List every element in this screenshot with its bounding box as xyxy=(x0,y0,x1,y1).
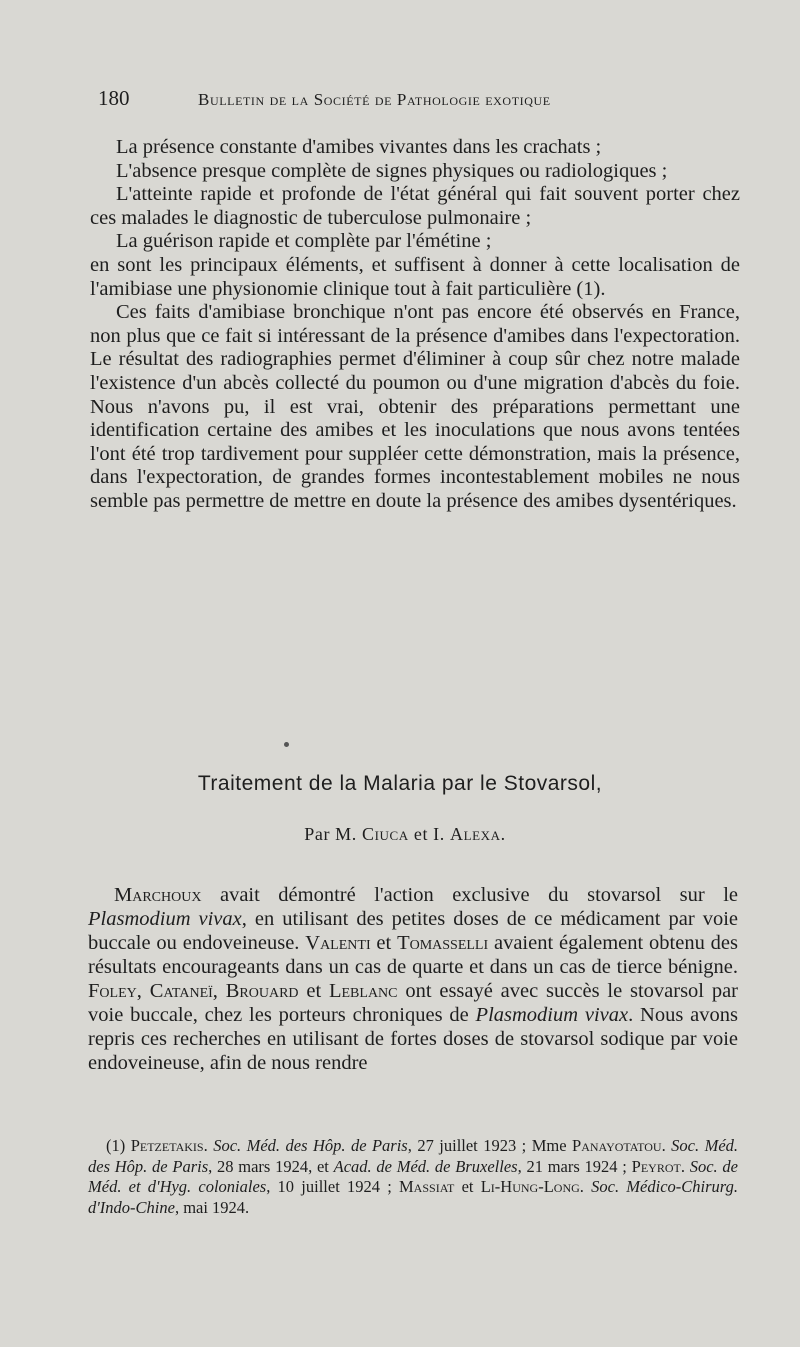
text-run: . Nous avons repris ces recherches en utilisant de fortes doses de stovarsol sodique par voie endoveineuse, afin de nous rendre xyxy=(88,1004,738,1074)
article-body xyxy=(88,883,738,1075)
journal-name: Soc. Médico-Chirurg. d'Indo-Chine xyxy=(88,1177,738,1217)
journal-name: Soc. Méd. des Hôp. de Paris xyxy=(88,1136,739,1176)
author-name: Massiat xyxy=(399,1177,455,1196)
body-text xyxy=(90,136,740,514)
journal-name: Soc. Méd. des Hôp. de Paris xyxy=(213,1136,408,1155)
byline-connector: et I. xyxy=(413,824,445,844)
footnotes xyxy=(88,1136,738,1218)
text-run: et xyxy=(298,980,329,1002)
author-name: Cataneï xyxy=(149,980,213,1002)
journal-name: Acad. de Méd. de Bruxelles xyxy=(333,1156,518,1176)
author-name: Foley xyxy=(88,980,137,1002)
text-run: , 27 juillet 1923 ; Mme xyxy=(407,1136,573,1155)
byline-prefix: Par M. xyxy=(304,824,357,844)
footnote-marker: (1) xyxy=(106,1136,126,1155)
article-paragraph xyxy=(88,883,738,1075)
author-name: Petzetakis xyxy=(130,1136,204,1155)
text-run: , mai 1924. xyxy=(174,1197,250,1217)
author-name: Peyrot xyxy=(631,1156,681,1176)
text-run: et xyxy=(370,932,398,954)
paragraph: en sont les principaux éléments, et suffisent à donner à cette localisation de l'amibiase une physionomie clinique tout à fait particulière (1). xyxy=(90,253,740,300)
footnote xyxy=(88,1136,738,1218)
author-name: Valenti xyxy=(305,932,371,954)
author-name: Tomasselli xyxy=(397,932,489,954)
page-header xyxy=(98,86,718,116)
text-run: . xyxy=(203,1136,214,1155)
text-run: , en utilisant des petites doses de ce médicament par voie buccale ou endoveineuse. xyxy=(88,908,738,954)
text-run: , 10 juillet 1924 ; xyxy=(266,1177,400,1196)
running-head: Bulletin de la Société de Pathologie exotique xyxy=(198,90,551,109)
author-name: Panayotatou xyxy=(572,1136,662,1155)
article-byline xyxy=(0,824,800,845)
separator-dot xyxy=(284,742,289,747)
paragraph: La présence constante d'amibes vivantes dans les crachats ; xyxy=(116,136,602,158)
author-name: Alexa. xyxy=(449,824,506,844)
text-run: , 21 mars 1924 ; xyxy=(517,1156,632,1176)
paragraph: L'absence presque complète de signes physiques ou radiologiques ; xyxy=(116,159,668,182)
text-run: . xyxy=(680,1156,690,1176)
paragraph: L'atteinte rapide et profonde de l'état général qui fait souvent porter chez ces malades le diagnostic de tuberculose pulmonaire ; xyxy=(90,183,740,229)
paragraph: Ces faits d'amibiase bronchique n'ont pas encore été observés en France, non plus que ce fait si intéressant de la présence d'amibes dans l'expectoration. Le résultat des radiographies permet d'éliminer à coup sûr chez notre malade l'existence d'un abcès collecté du poumon ou d'une migration d'abcès du foie. Nous n'avons pu, il est vrai, obtenir des préparations permettant une identification certaine des amibes et les inoculations que nous avons tentées l'ont été trop tardivement pour suppléer cette démonstration, mais la présence, dans l'expectoration, de grandes formes incontestablement mobiles ne nous semble pas permettre de mettre en doute la présence des amibes dysentériques. xyxy=(90,301,740,512)
species-name: Plasmodium vivax xyxy=(475,1004,629,1026)
text-run: ont essayé avec succès le stovarsol par voie buccale, chez les porteurs chroniques de xyxy=(88,980,739,1026)
text-run: avaient également obtenu des résultats encourageants dans un cas de quarte et dans un cas de tierce bénigne. xyxy=(88,932,738,978)
text-run: . xyxy=(661,1136,672,1155)
text-run: , 28 mars 1924, et xyxy=(208,1156,334,1176)
article-title: Traitement de la Malaria par le Stovarsol, xyxy=(197,772,603,795)
author-name: Leblanc xyxy=(328,980,398,1002)
species-name: Plasmodium vivax xyxy=(88,908,242,930)
page-number: 180 xyxy=(98,86,130,110)
text-run: , xyxy=(212,980,226,1002)
paragraph: La guérison rapide et complète par l'émétine ; xyxy=(116,230,492,253)
author-name: Li-Hung-Long xyxy=(480,1177,580,1196)
journal-name: Soc. de Méd. et d'Hyg. coloniales xyxy=(88,1156,738,1196)
text-run: avait démontré l'action exclusive du stovarsol sur le xyxy=(201,884,738,906)
author-name: Ciuca xyxy=(361,824,409,844)
author-name: Brouard xyxy=(225,980,299,1002)
text-run: . xyxy=(579,1177,592,1196)
author-name: Marchoux xyxy=(114,884,202,906)
text-run: et xyxy=(454,1177,481,1196)
text-run: , xyxy=(136,980,150,1002)
